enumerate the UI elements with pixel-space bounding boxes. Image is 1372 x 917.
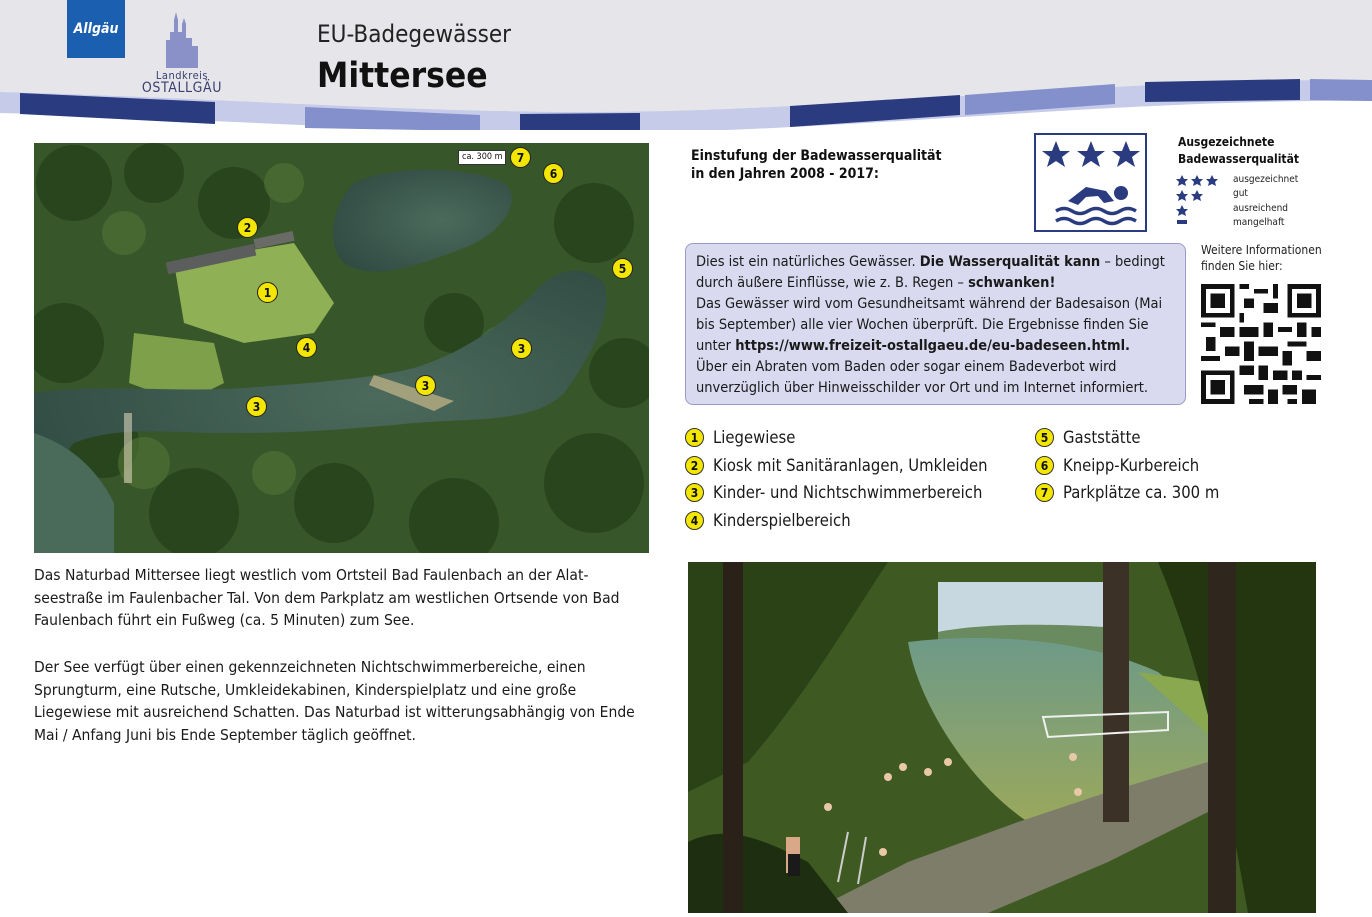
- info-text-2: – bedingt durch äußere Einflüsse, wie z. B. Regen –: [696, 254, 1165, 291]
- legend-badge-7: 7: [1035, 483, 1054, 502]
- page-title: Mittersee: [317, 56, 488, 96]
- rating-heading-line-1: Einstufung der Badewasserqualität: [691, 148, 942, 164]
- legend-label-4: Kinderspielbereich: [713, 511, 851, 530]
- page-subtitle: EU-Badegewässer: [317, 20, 511, 48]
- legend-label-5: Gaststätte: [1063, 428, 1141, 447]
- description-paragraph-2: Der See verfügt über einen gekennzeichneten Nichtschwimmerbereiche, einen Sprungturm, eine Rutsche, Umkleidekabinen, Kinderspielplatz und eine große Liegewiese mit ausreichend Schatten. Das Naturbad ist witterungsabhängig von Ende Mai / Anfang Juni bis Ende September täglich geöffnet.: [34, 658, 635, 744]
- legend-badge-5: 5: [1035, 428, 1054, 447]
- water-quality-info-box: [685, 243, 1186, 405]
- rating-title: [1178, 134, 1368, 168]
- rating-level-3: ausreichend: [1233, 203, 1289, 214]
- map-marker-1: 1: [257, 282, 278, 303]
- legend-label-6: Kneipp-Kurbereich: [1063, 456, 1200, 475]
- quality-rating-badge: [1034, 133, 1147, 232]
- qr-code-icon[interactable]: [1201, 284, 1321, 404]
- rating-level-4: mangelhaft: [1233, 217, 1285, 228]
- rating-heading: [691, 147, 1011, 183]
- bathing-area-photo: [688, 562, 1316, 913]
- info-url[interactable]: https://www.freizeit-ostallgaeu.de/eu-badeseen.html.: [735, 338, 1131, 354]
- rating-stars-swimmer-icon: [1036, 135, 1145, 230]
- legend-item-7: [1035, 483, 1219, 502]
- landkreis-label: Landkreis: [155, 69, 209, 82]
- rating-level-1: ausgezeichnet: [1233, 174, 1299, 185]
- rating-title-line-1: Ausgezeichnete: [1178, 135, 1275, 149]
- landkreis-name: OSTALLGÄU: [141, 80, 223, 96]
- legend-item-3: [685, 483, 982, 502]
- rating-heading-line-2: in den Jahren 2008 - 2017:: [691, 166, 879, 182]
- aerial-photo-map: [34, 143, 649, 553]
- rating-title-line-2: Badewasserqualität: [1178, 152, 1300, 166]
- swimmer-icon: [1068, 186, 1128, 205]
- bathing-photo-illustration: [688, 562, 1316, 913]
- info-text-3: Das Gewässer wird vom Gesundheitsamt während der Badesaison (Mai bis September) alle vier Wochen überprüft. Die Ergebnisse finden Sie unter: [696, 296, 1163, 354]
- more-info-line-2: finden Sie hier:: [1201, 258, 1283, 273]
- rating-level-2: gut: [1233, 188, 1248, 199]
- map-marker-6: 6: [543, 163, 564, 184]
- more-info-label: [1201, 243, 1371, 274]
- info-bold-1: Die Wasserqualität kann: [919, 254, 1101, 270]
- aerial-photo-illustration: [34, 143, 649, 553]
- map-marker-3: 3: [415, 375, 436, 396]
- legend-badge-1: 1: [685, 428, 704, 447]
- map-marker-3: 3: [511, 338, 532, 359]
- legend-badge-6: 6: [1035, 456, 1054, 475]
- map-marker-3: 3: [246, 396, 267, 417]
- parking-distance-tag: ca. 300 m: [458, 150, 506, 165]
- rating-legend-stars-icon: [1175, 174, 1231, 230]
- legend-item-6: [1035, 456, 1199, 475]
- map-marker-5: 5: [612, 258, 633, 279]
- legend-item-5: [1035, 428, 1141, 447]
- legend-badge-2: 2: [685, 456, 704, 475]
- three-stars-icon: [1042, 141, 1140, 167]
- legend-label-7: Parkplätze ca. 300 m: [1063, 483, 1220, 502]
- map-marker-7: 7: [510, 147, 531, 168]
- map-marker-4: 4: [296, 337, 317, 358]
- map-marker-2: 2: [237, 217, 258, 238]
- legend-badge-3: 3: [685, 483, 704, 502]
- more-info-line-1: Weitere Informationen: [1201, 243, 1322, 257]
- legend-item-4: [685, 511, 851, 530]
- info-text-4: Über ein Abraten vom Baden oder sogar einem Badeverbot wird unverzüglich über Hinweisschilder vor Ort und im Internet informiert.: [696, 359, 1149, 396]
- allgaeu-logo: [67, 0, 125, 58]
- info-text-1: Dies ist ein natürliches Gewässer.: [696, 254, 920, 270]
- legend-label-2: Kiosk mit Sanitäranlagen, Umkleiden: [713, 456, 988, 475]
- legend-item-2: [685, 456, 988, 475]
- legend-label-3: Kinder- und Nichtschwimmerbereich: [713, 483, 983, 502]
- allgaeu-logo-text: Allgäu: [73, 21, 119, 37]
- legend-badge-4: 4: [685, 511, 704, 530]
- legend-item-1: [685, 428, 795, 447]
- info-bold-2: schwanken!: [968, 275, 1056, 291]
- description-paragraph-1: Das Naturbad Mittersee liegt westlich vom Ortsteil Bad Faulenbach an der Alat-seestraße im Faulenbacher Tal. Von dem Parkplatz am westlichen Ortsende von Bad Faulenbach führt ein Fußweg (ca. 5 Minuten) zum See.: [34, 566, 620, 629]
- legend-label-1: Liegewiese: [713, 428, 796, 447]
